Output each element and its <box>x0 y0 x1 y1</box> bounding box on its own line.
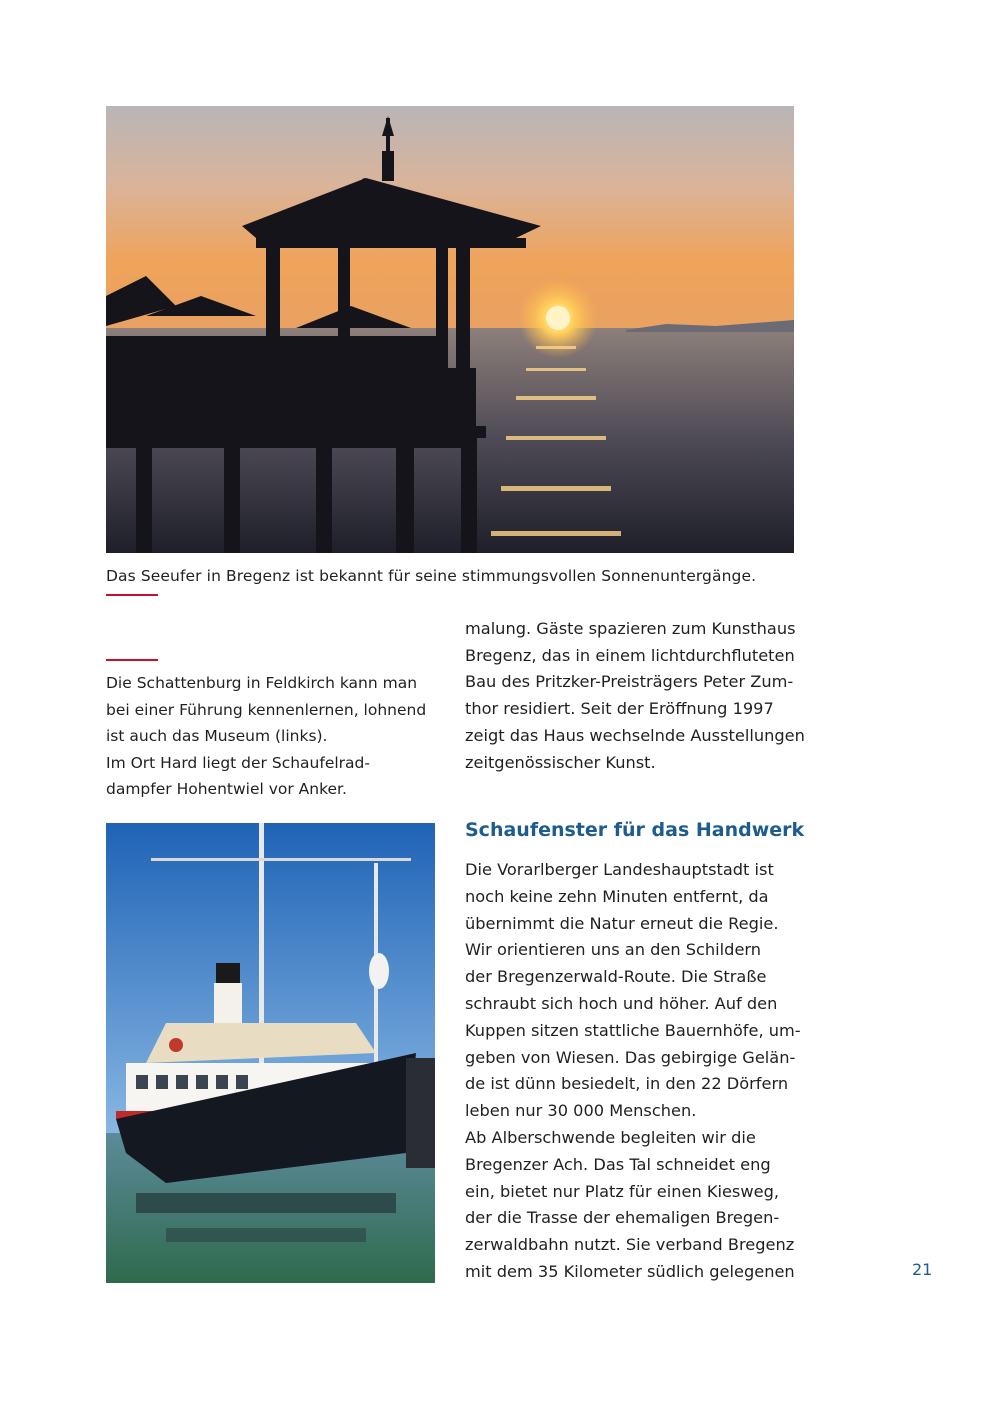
side-caption-line: Die Schattenburg in Feldkirch kann man <box>106 674 418 692</box>
body-text-line: leben nur 30 000 Menschen. <box>465 1101 697 1121</box>
body-text-line: Ab Alberschwende begleiten wir die <box>465 1127 756 1147</box>
body-text-line: der die Trasse der ehemaligen Bregen- <box>465 1208 780 1228</box>
photo-sunset-pavilion <box>106 106 794 553</box>
caption-rule <box>106 594 158 596</box>
body-text-line: Bregenz, das in einem lichtdurchfluteten <box>465 645 795 665</box>
body-text-line: de ist dünn besiedelt, in den 22 Dörfern <box>465 1074 789 1094</box>
body-text-line: zeitgenössischer Kunst. <box>465 752 656 772</box>
side-caption <box>106 670 446 803</box>
photo-caption: Das Seeufer in Bregenz ist bekannt für seine stimmungsvollen Sonnenuntergänge. <box>106 567 757 585</box>
side-caption-line: bei einer Führung kennenlernen, lohnend <box>106 700 427 719</box>
side-caption-rule <box>106 659 158 661</box>
body-text-line: malung. Gäste spazieren zum Kunsthaus <box>465 619 796 638</box>
body-text-line: Bregenzer Ach. Das Tal schneidet eng <box>465 1154 771 1174</box>
body-text-line: noch keine zehn Minuten entfernt, da <box>465 886 769 906</box>
body-text-line: Die Vorarlberger Landeshauptstadt ist <box>465 860 774 879</box>
body-text-line: zeigt das Haus wechselnde Ausstellungen <box>465 725 805 745</box>
body-text-line: schraubt sich hoch und höher. Auf den <box>465 993 778 1013</box>
side-caption-line: Im Ort Hard liegt der Schaufelrad- <box>106 753 370 772</box>
photo-paddle-steamer <box>106 823 435 1283</box>
side-caption-line: dampfer Hohentwiel vor Anker. <box>106 780 347 799</box>
body-text-line: ein, bietet nur Platz für einen Kiesweg, <box>465 1181 779 1201</box>
body-text-line: thor residiert. Seit der Eröffnung 1997 <box>465 699 774 719</box>
body-text-line: zerwaldbahn nutzt. Sie verband Bregenz <box>465 1235 795 1255</box>
body-text-line: übernimmt die Natur erneut die Regie. <box>465 913 779 933</box>
body-text-line: der Bregenzerwald-Route. Die Straße <box>465 967 767 987</box>
section-heading: Schaufenster für das Handwerk <box>465 819 805 841</box>
body-text-line: Kuppen sitzen stattliche Bauernhöfe, um- <box>465 1020 801 1040</box>
body-text-line: Bau des Pritzker-Preisträgers Peter Zum- <box>465 672 794 692</box>
body-text-line: Wir orientieren uns an den Schildern <box>465 940 762 960</box>
side-caption-line: ist auch das Museum (links). <box>106 727 328 746</box>
body-text-line: geben von Wiesen. Das gebirgige Gelän- <box>465 1047 796 1067</box>
body-text-line: mit dem 35 Kilometer südlich gelegenen <box>465 1261 795 1281</box>
body-text-column-section <box>465 857 800 1286</box>
body-text-column-top <box>465 616 805 776</box>
page-number: 21 <box>912 1260 933 1279</box>
